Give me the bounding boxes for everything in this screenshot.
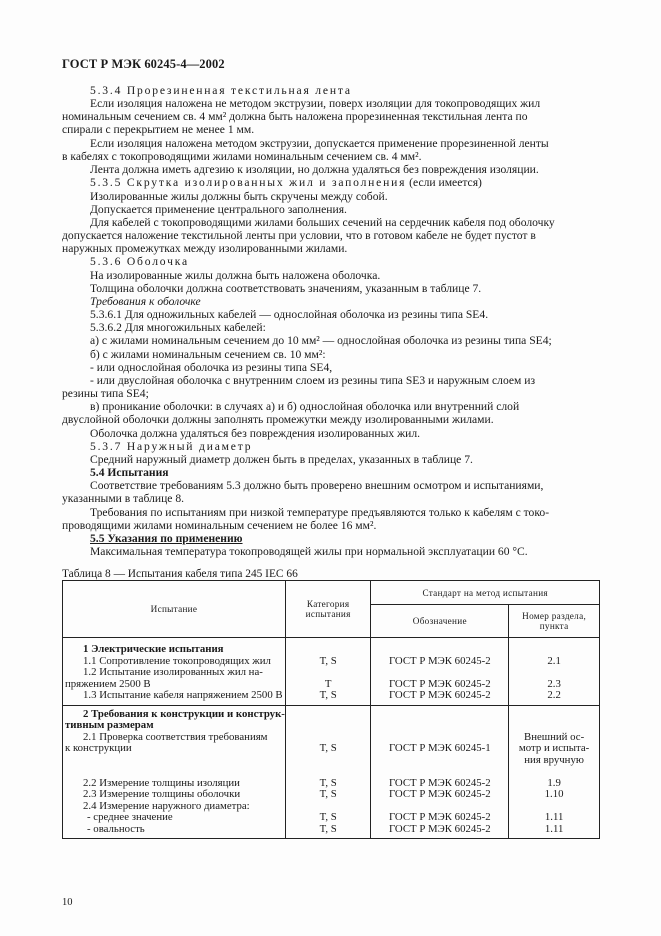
paragraph-line: Требования по испытаниям при низкой температуре предъявляются только к кабелям с токо-	[90, 506, 550, 519]
table-cell-standard	[371, 638, 509, 706]
cell-value	[286, 766, 371, 778]
cell-value: T, S	[319, 788, 337, 800]
header-text: пункта	[539, 621, 569, 631]
sheath-requirements-heading: Требования к оболочке	[90, 295, 201, 308]
paragraph-line: допускается наложение текстильной ленты при условии, что в готовом кабеле не будет пустот в	[62, 229, 536, 242]
paragraph-line: Изолированные жилы должны быть скручены между собой.	[90, 190, 388, 203]
paragraph-line: Если изоляция наложена методом экструзии, допускается применение прорезиненной ленты	[90, 137, 549, 150]
cell-value	[286, 755, 371, 767]
paragraph-line: Оболочка должна удаляться без повреждения изолированных жил.	[90, 427, 421, 440]
cell-value	[371, 667, 508, 679]
cell-value: T, S	[319, 689, 337, 701]
test-name: 2.3 Измерение толщины оболочки	[83, 788, 241, 800]
section-5-4-heading: 5.4 Испытания	[90, 466, 169, 479]
col-section-header	[509, 605, 600, 638]
paragraph-line: резины типа SE4;	[62, 387, 149, 400]
cell-value	[509, 667, 599, 679]
table-cell-section	[509, 705, 600, 839]
cell-value: 1.11	[544, 811, 564, 823]
cell-value: T, S	[319, 654, 337, 667]
section-5-3-7-heading: 5.3.7 Наружный диаметр	[90, 440, 253, 453]
cell-value	[286, 709, 371, 721]
cell-value: ГОСТ Р МЭК 60245-2	[388, 677, 491, 690]
paragraph-line: Лента должна иметь адгезию к изоляции, но должна удаляться без повреждения изоляции.	[90, 163, 539, 176]
cell-value	[509, 720, 599, 732]
section-5-3-4-heading: 5.3.4 Прорезиненная текстильная лента	[90, 84, 352, 97]
table-row	[63, 705, 600, 839]
cell-value: T, S	[319, 822, 337, 835]
paragraph-line: а) с жилами номинальным сечением до 10 мм² — однослойная оболочка из резины типа SE4;	[90, 334, 552, 347]
cell-value: 1.10	[544, 788, 564, 800]
cell-value: T, S	[319, 742, 337, 754]
test-name: - среднее значение	[87, 811, 173, 823]
cell-value	[371, 644, 508, 656]
test-name	[63, 755, 285, 767]
test-name: пряжением 2500 В	[65, 677, 151, 690]
col-test-header: Испытание	[63, 581, 286, 638]
cell-value	[286, 644, 371, 656]
paragraph-line: Максимальная температура токопроводящей жилы при нормальной эксплуатации 60 °С.	[90, 545, 528, 558]
cell-value	[286, 720, 371, 732]
cell-value	[371, 709, 508, 721]
header-text: Категория	[306, 599, 350, 609]
table-caption: Таблица 8 — Испытания кабеля типа 245 IEC 66	[62, 568, 298, 580]
test-name: - овальность	[87, 822, 145, 835]
cell-value: ГОСТ Р МЭК 60245-2	[388, 654, 491, 667]
paragraph-line: двуслойной оболочки должны заполнять промежутки между изолированными жилами.	[62, 413, 494, 426]
cell-value	[509, 644, 599, 656]
cell-value: 1.11	[544, 822, 564, 835]
paragraph-line: Допускается применение центрального заполнения.	[90, 203, 347, 216]
paragraph-line: - или двуслойная оболочка с внутренним слоем из резины типа SE3 и наружным слоем из	[90, 374, 536, 387]
test-name: 2.1 Проверка соответствия требованиям	[83, 730, 268, 743]
group-title: 2 Требования к конструкции и конструк-	[83, 707, 285, 720]
paragraph-line: б) с жилами номинальным сечением св. 10 мм²:	[90, 348, 326, 361]
section-5-3-5-heading	[90, 176, 482, 189]
cell-value: ГОСТ Р МЭК 60245-2	[388, 811, 491, 823]
cell-value: ГОСТ Р МЭК 60245-2	[388, 689, 491, 701]
table-cell-section	[509, 638, 600, 706]
cell-value	[509, 709, 599, 721]
cell-value: ГОСТ Р МЭК 60245-1	[388, 742, 491, 754]
col-category-header	[285, 581, 371, 638]
paragraph-line: номинальным сечением св. 4 мм² должна быть наложена прорезиненная текстильная лента по	[62, 110, 528, 123]
header-text: испытания	[305, 609, 351, 619]
cell-value: 1.9	[547, 776, 561, 789]
cell-value: T, S	[319, 776, 337, 789]
paragraph-line: Для кабелей с токопроводящими жилами больших сечений на сердечник кабеля под оболочку	[90, 216, 555, 229]
paragraph-line: указанными в таблице 8.	[62, 492, 185, 505]
cell-value	[371, 720, 508, 732]
paragraph-line: Если изоляция наложена не методом экструзии, поверх изоляции для токопроводящих жил	[90, 97, 541, 110]
cell-value: Внешний ос-	[524, 730, 585, 743]
test-name: 1.2 Испытание изолированных жил на-	[83, 666, 263, 678]
paragraph-line: наружных промежутках между изолированными жилами.	[62, 242, 348, 255]
table-cell-test	[63, 705, 286, 839]
header-text: Номер раздела,	[522, 611, 587, 621]
paragraph-line: Толщина оболочки должна соответствовать значениям, указанным в таблице 7.	[90, 282, 482, 295]
paragraph-line: спирали с перекрытием не менее 1 мм.	[62, 123, 255, 136]
table-cell-category	[285, 705, 371, 839]
group-title: тивным размерам	[65, 719, 154, 731]
cell-value: 2.3	[547, 677, 561, 690]
cell-value: 2.1	[547, 654, 561, 667]
page-number: 10	[62, 897, 73, 908]
section-5-3-6-heading: 5.3.6 Оболочка	[90, 255, 189, 268]
cell-value: ГОСТ Р МЭК 60245-2	[388, 776, 491, 789]
table-row	[63, 638, 600, 706]
cell-value: ния вручную	[524, 753, 584, 766]
cell-value: 2.2	[547, 689, 561, 701]
group-title: 1 Электрические испытания	[83, 643, 224, 655]
paragraph-line: в) проникание оболочки: в случаях а) и б) однослойная оболочка или внутренний слой	[90, 400, 520, 413]
table-cell-standard	[371, 705, 509, 839]
paragraph-line: На изолированные жилы должна быть наложена оболочка.	[90, 269, 381, 282]
cell-value: мотр и испыта-	[518, 742, 590, 754]
cell-value: T	[324, 677, 332, 690]
cell-value: ГОСТ Р МЭК 60245-2	[388, 822, 491, 835]
table-cell-category	[285, 638, 371, 706]
paragraph-line: в кабелях с токопроводящими жилами номинальным сечением св. 4 мм².	[62, 150, 422, 163]
table-cell-test	[63, 638, 286, 706]
col-designation-header: Обозначение	[371, 605, 509, 638]
cell-value	[286, 667, 371, 679]
test-name: 2.2 Измерение толщины изоляции	[83, 776, 240, 789]
section-5-3-5-note: (если имеется)	[409, 176, 482, 189]
paragraph-line: - или однослойная оболочка из резины типа SE4,	[90, 361, 333, 374]
test-name: 1.3 Испытание кабеля напряжением 2500 В	[83, 689, 283, 701]
section-5-5-heading: 5.5 Указания по применению	[90, 532, 243, 545]
paragraph-line: Средний наружный диаметр должен быть в пределах, указанных в таблице 7.	[90, 453, 473, 466]
test-name	[63, 766, 285, 778]
section-5-3-5-title: 5.3.5 Скрутка изолированных жил и заполнения	[90, 176, 407, 189]
paragraph-line: проводящими жилами номинальным сечением не более 16 мм².	[62, 519, 377, 532]
paragraph-line: 5.3.6.1 Для одножильных кабелей — однослойная оболочка из резины типа SE4.	[90, 308, 489, 321]
document-header: ГОСТ Р МЭК 60245-4—2002	[62, 57, 225, 71]
cell-value	[509, 766, 599, 778]
paragraph-line: Соответствие требованиям 5.3 должно быть проверено внешним осмотром и испытаниями,	[90, 479, 544, 492]
test-name: к конструкции	[65, 742, 132, 754]
cell-value: T, S	[319, 811, 337, 823]
col-standard-header: Стандарт на метод испытания	[371, 581, 600, 605]
cell-value	[371, 755, 508, 767]
tests-table	[62, 580, 600, 839]
test-name: 2.4 Измерение наружного диаметра:	[83, 799, 250, 812]
table-header-row	[63, 581, 600, 605]
paragraph-line: 5.3.6.2 Для многожильных кабелей:	[90, 321, 266, 334]
cell-value	[371, 766, 508, 778]
cell-value: ГОСТ Р МЭК 60245-2	[388, 788, 491, 800]
test-name: 1.1 Сопротивление токопроводящих жил	[83, 654, 271, 667]
